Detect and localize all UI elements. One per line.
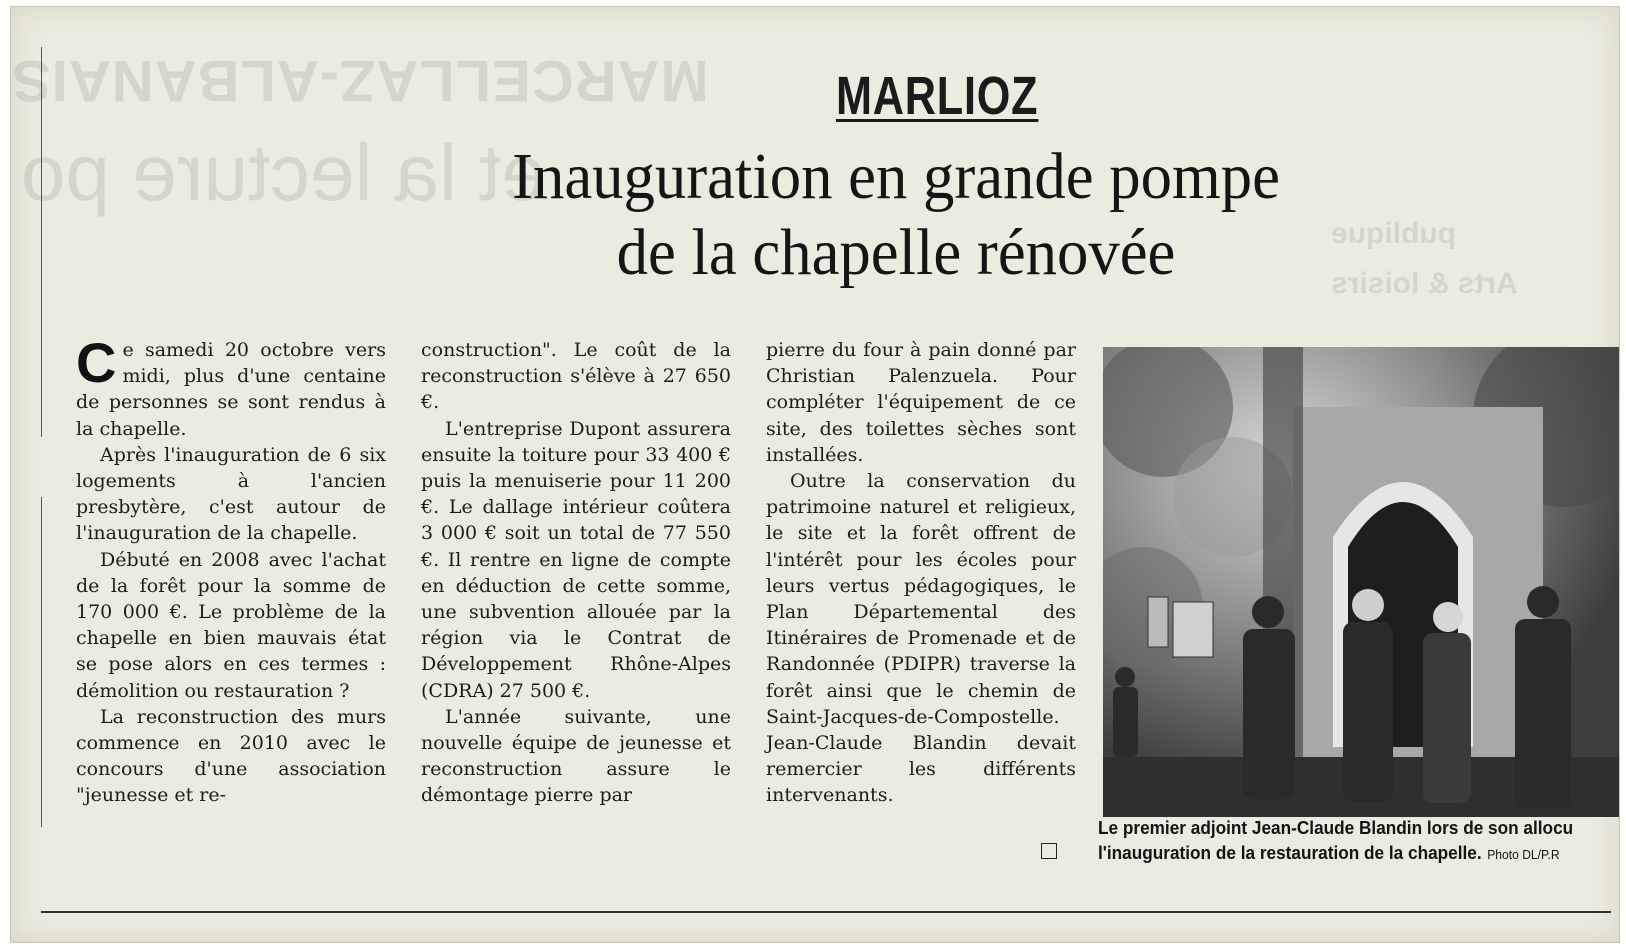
drop-cap: C [76, 331, 117, 394]
caption-line-2: l'inauguration de la restauration de la chapelle. Photo DL/P.R [1098, 842, 1560, 863]
paragraph: La reconstruction des murs commence en 2010 avec le concours d'une association "jeunesse et re- [76, 705, 386, 807]
headline-line-1: Inauguration en grande pompe [512, 140, 1280, 213]
chapel-photo [1103, 347, 1619, 817]
article-column-2 [421, 337, 731, 809]
article-headline [454, 139, 1338, 291]
bleed-through-title: et la lecture po [21, 128, 546, 217]
photo-credit: Photo DL/P.R [1487, 847, 1560, 862]
paragraph: L'année suivante, une nouvelle équipe de jeunesse et reconstruction assure le démontage pierre par [421, 705, 731, 807]
caption-line-1: Le premier adjoint Jean-Claude Blandin lors de son allocu [1098, 817, 1574, 838]
chapel-photo-illustration [1103, 347, 1619, 817]
article-column-1 [76, 331, 386, 809]
column-rule-bottom [41, 497, 42, 827]
paragraph: pierre du four à pain donné par Christian Palenzuela. Pour compléter l'équipement de ce site, des toilettes sèches sont installées. [766, 339, 1076, 466]
paragraph: construction". Le coût de la reconstruction s'élève à 27 650 €. [421, 339, 731, 414]
paragraph: Outre la conservation du patrimoine naturel et religieux, le site et la forêt offrent de l'intérêt pour les écoles pour leurs vertus pédagogiques, le Plan Départemental des Itinéraires de Promenade et de Randonnée (PDIPR) traverse la forêt ainsi que le chemin de Saint-Jacques-de-Compostelle. Jean-Claude Blandin devait remercier les différents intervenants. [766, 470, 1076, 807]
paragraph: L'entreprise Dupont assurera ensuite la toiture pour 33 400 € puis la menuiserie pour 11 200 €. Le dallage intérieur coûtera 3 000 € soit un total de 77 550 €. Il rentre en ligne de compte en déduction de cette somme, une subvention allouée par la région via le Contrat de Développement Rhône-Alpes (CDRA) 27 500 €. [421, 417, 731, 702]
paragraph: Débuté en 2008 avec l'achat de la forêt pour la somme de 170 000 €. Le problème de la chapelle en bien mauvais état se pose alors en ces termes : démolition ou restauration ? [76, 548, 386, 702]
paragraph: Après l'inauguration de 6 six logements à l'ancien presbytère, c'est autour de l'inauguration de la chapelle. [76, 443, 386, 545]
headline-line-2: de la chapelle rénovée [616, 216, 1176, 289]
article-column-3 [766, 337, 1076, 809]
bleed-through-text: publique [1331, 217, 1456, 250]
bleed-through-text-2: Arts & loisirs [1331, 267, 1518, 300]
bleed-through-heading: MARCELLAZ-ALBANAIS [11, 48, 709, 113]
paragraph: Ce samedi 20 octobre vers midi, plus d'une centaine de personnes se sont rendus à la chapelle. [76, 331, 386, 440]
newspaper-clipping [10, 6, 1620, 943]
bottom-rule [41, 911, 1611, 913]
article-kicker: MARLIOZ [836, 66, 1039, 126]
column-rule-top [41, 47, 42, 437]
photo-caption [1098, 815, 1620, 867]
end-of-article-mark [1041, 843, 1057, 859]
